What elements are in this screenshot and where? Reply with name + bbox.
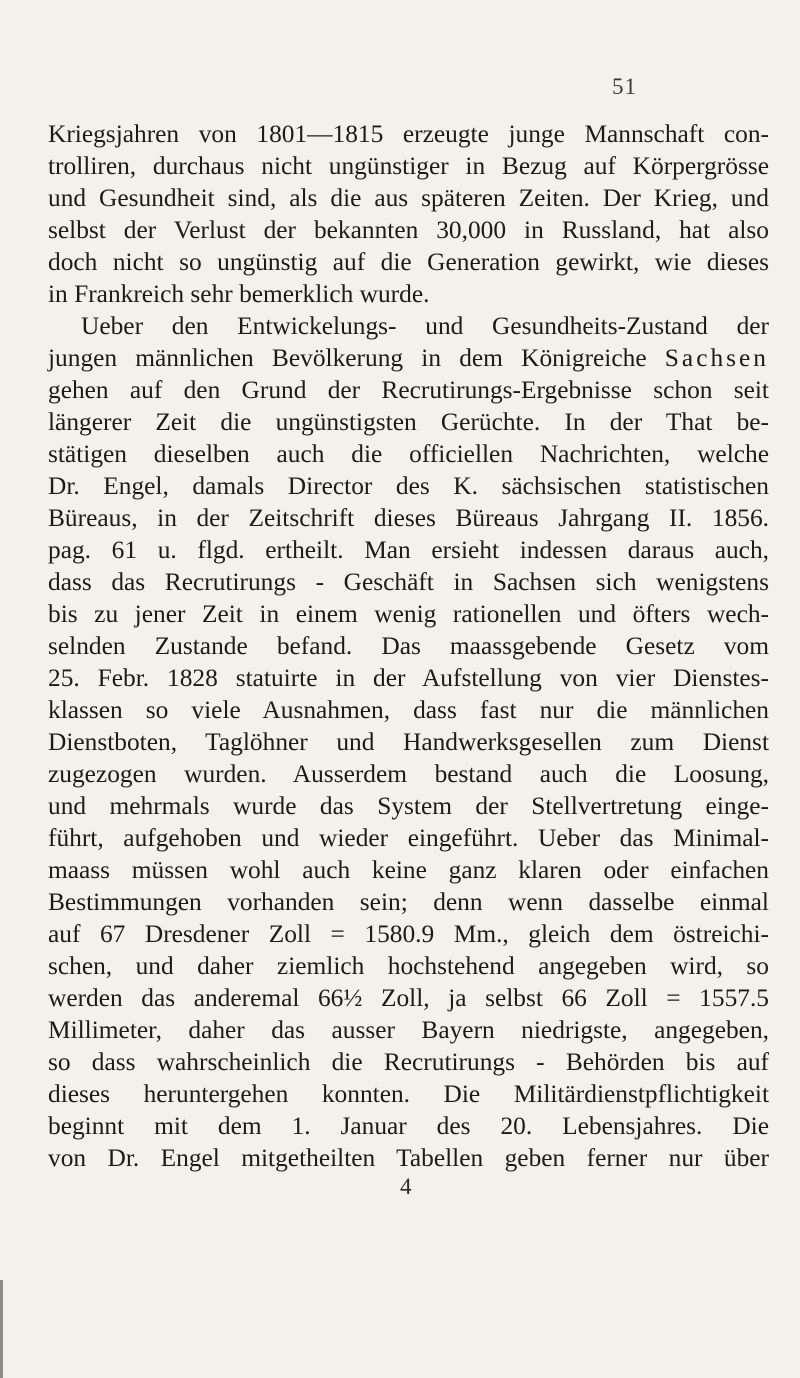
body-text [48,118,769,1174]
text-line: dass das Recrutirungs - Geschäft in Sachsen sich wenigstens [48,568,769,596]
text-line-with-emphasis [48,342,769,374]
text-line: und mehrmals wurde das System der Stellvertretung einge- [48,792,769,820]
text-segment: jungen männlichen Bevölkerung in dem Königreiche [48,344,647,372]
text-line: führt, aufgehoben und wieder eingeführt. Ueber das Minimal- [48,824,769,852]
text-line: gehen auf den Grund der Recrutirungs-Ergebnisse schon seit [48,376,769,404]
text-line: selbst der Verlust der bekannten 30,000 in Russland, hat also [48,216,769,244]
text-line: von Dr. Engel mitgetheilten Tabellen geben ferner nur über [48,1144,769,1172]
text-line: doch nicht so ungünstig auf die Generation gewirkt, wie dieses [48,248,769,276]
text-line: Dr. Engel, damals Director des K. sächsischen statistischen [48,472,769,500]
text-line: pag. 61 u. flgd. ertheilt. Man ersieht indessen daraus auch, [48,536,769,564]
page-edge-shadow [0,1280,3,1378]
text-line: 25. Febr. 1828 statuirte in der Aufstellung von vier Dienstes- [48,664,769,692]
text-line: Büreaus, in der Zeitschrift dieses Büreaus Jahrgang II. 1856. [48,504,769,532]
text-line: und Gesundheit sind, als die aus späteren Zeiten. Der Krieg, und [48,184,769,212]
text-line: klassen so viele Ausnahmen, dass fast nur die männlichen [48,696,769,724]
text-line: selnden Zustande befand. Das maassgebende Gesetz vom [48,632,769,660]
text-line: beginnt mit dem 1. Januar des 20. Lebensjahres. Die [48,1112,769,1140]
signature-mark: 4 [400,1174,412,1199]
paragraph-first-line: Ueber den Entwickelungs- und Gesundheits-Zustand der [81,312,769,340]
text-line: schen, und daher ziemlich hochstehend angegeben wird, so [48,952,769,980]
text-line: zugezogen wurden. Ausserdem bestand auch die Loosung, [48,760,769,788]
text-line: auf 67 Dresdener Zoll = 1580.9 Mm., gleich dem östreichi- [48,920,769,948]
text-line: trolliren, durchaus nicht ungünstiger in Bezug auf Körpergrösse [48,152,769,180]
text-line: bis zu jener Zeit in einem wenig rationellen und öfters wech- [48,600,769,628]
text-line: Kriegsjahren von 1801—1815 erzeugte junge Mannschaft con- [48,120,769,148]
text-line: in Frankreich sehr bemerklich wurde. [48,280,430,308]
text-line: längerer Zeit die ungünstigsten Gerüchte. In der That be- [48,408,769,436]
text-line: Bestimmungen vorhanden sein; denn wenn dasselbe einmal [48,888,769,916]
text-line: stätigen dieselben auch die officiellen Nachrichten, welche [48,440,769,468]
text-line: werden das anderemal 66½ Zoll, ja selbst 66 Zoll = 1557.5 [48,984,769,1012]
text-line: Dienstboten, Taglöhner und Handwerksgesellen zum Dienst [48,728,769,756]
text-line: Millimeter, daher das ausser Bayern niedrigste, angegeben, [48,1016,769,1044]
text-line: dieses heruntergehen konnten. Die Militärdienstpflichtigkeit [48,1080,769,1108]
text-line: maass müssen wohl auch keine ganz klaren oder einfachen [48,856,769,884]
emphasis-word: Sachsen [664,344,769,372]
text-line: so dass wahrscheinlich die Recrutirungs - Behörden bis auf [48,1048,769,1076]
page-number: 51 [612,74,637,99]
